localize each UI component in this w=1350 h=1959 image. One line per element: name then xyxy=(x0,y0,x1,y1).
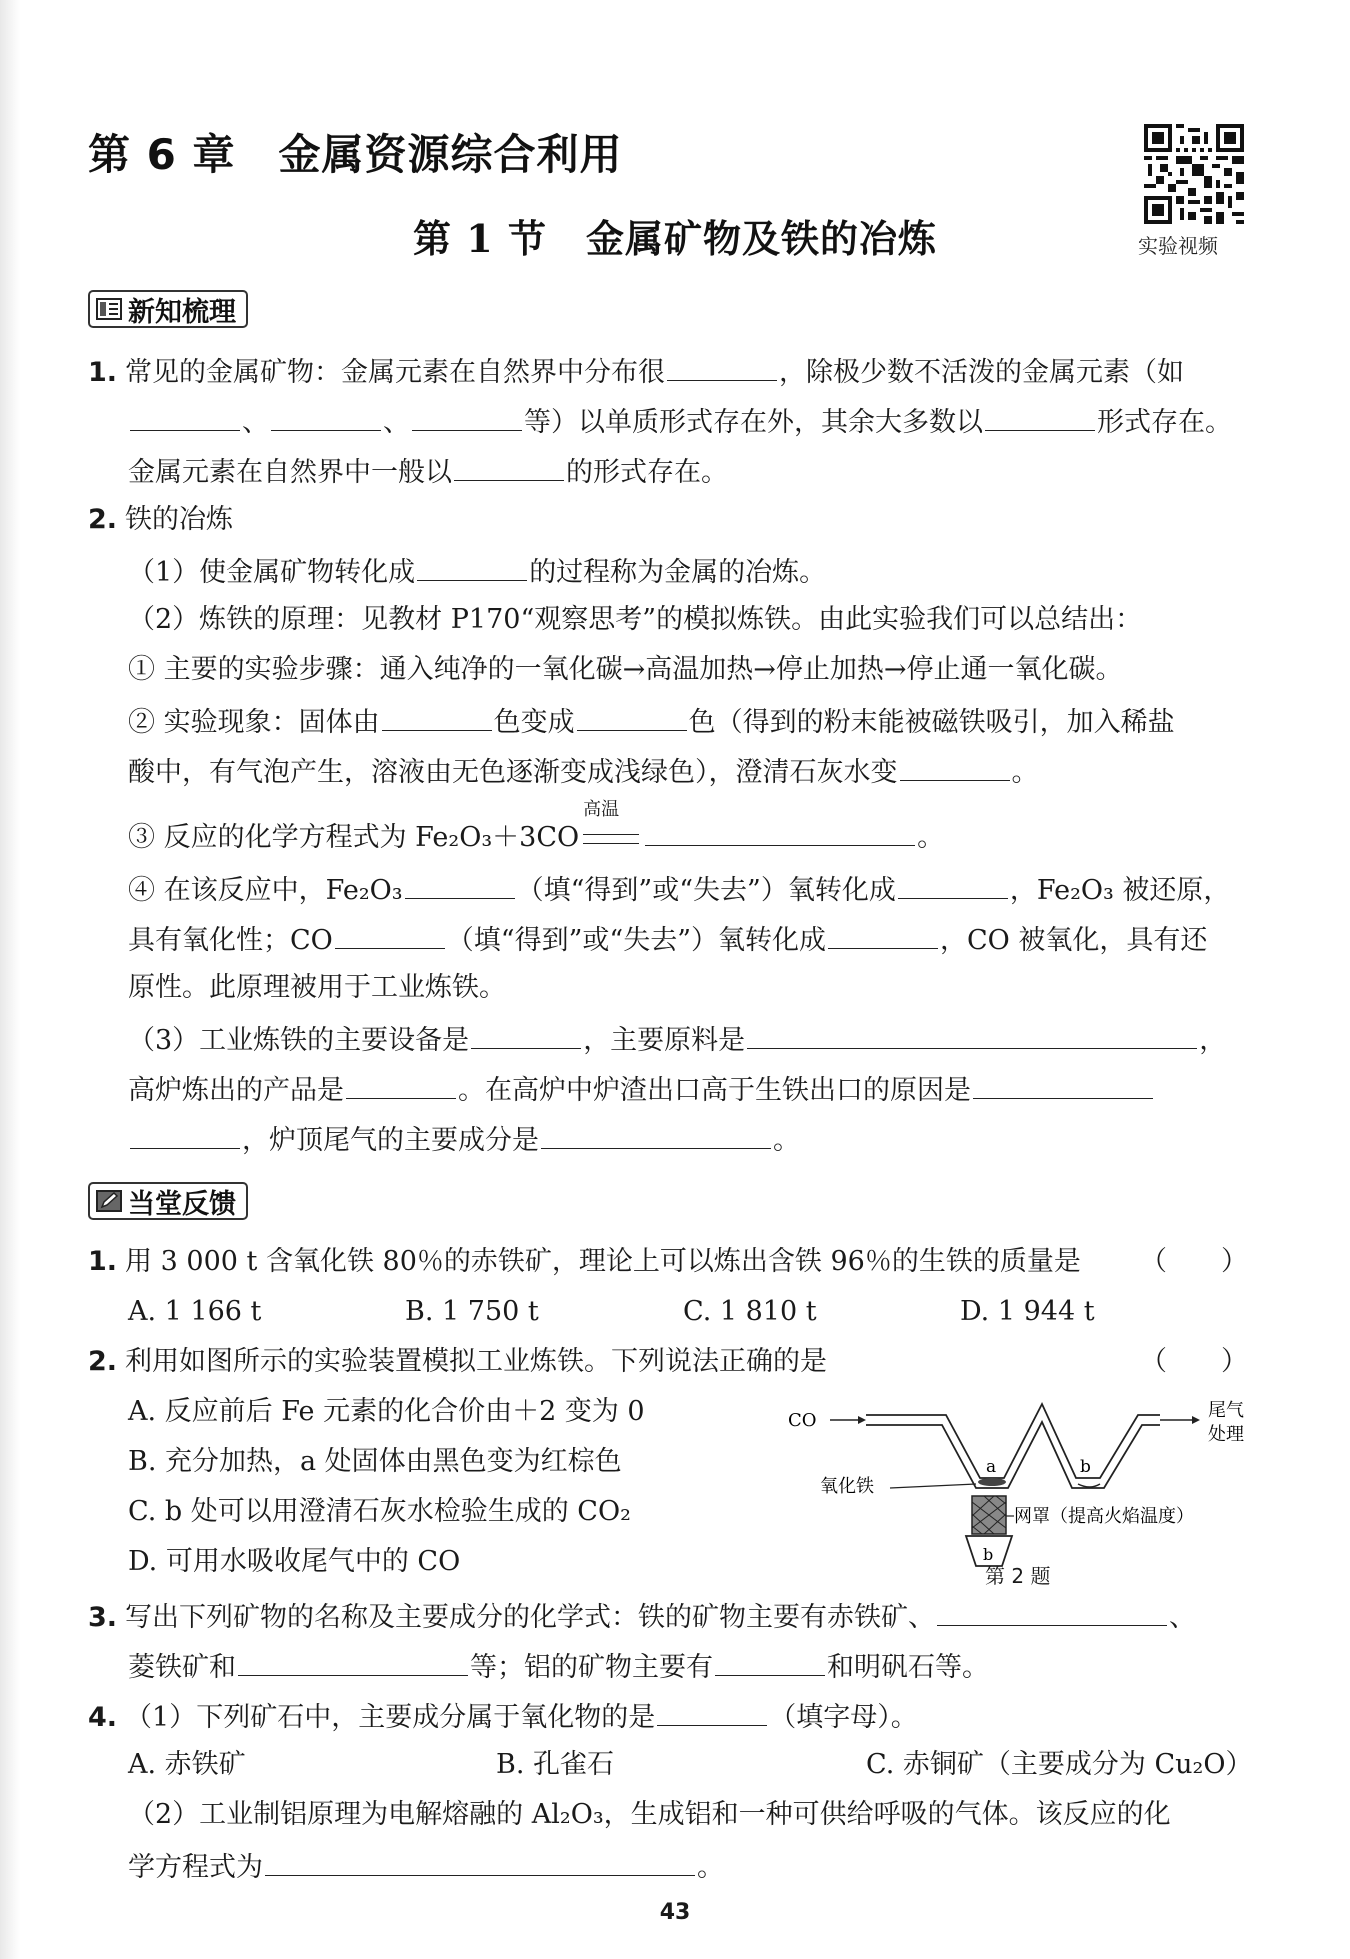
text: 用 3 000 t 含氧化铁 80％的赤铁矿，理论上可以炼出含铁 96％的生铁的质量是 xyxy=(125,1246,1081,1277)
answer-blank[interactable] xyxy=(900,750,1010,781)
feedback-q2 xyxy=(88,1342,827,1382)
section-tag-label: 当堂反馈 xyxy=(128,1188,236,1220)
knowledge-q2-phenomenon-2 xyxy=(128,750,1039,793)
knowledge-q2-title xyxy=(88,500,233,540)
option-d[interactable]: D. 1 944 t xyxy=(960,1296,1095,1327)
qr-code-icon[interactable] xyxy=(1144,124,1244,224)
text: （填字母）。 xyxy=(769,1702,918,1733)
text: 菱铁矿和 xyxy=(128,1652,236,1683)
text: 色（得到的粉末能被磁铁吸引，加入稀盐 xyxy=(688,707,1175,738)
text: 、 xyxy=(242,407,269,438)
option-d[interactable]: D. 可用水吸收尾气中的 CO xyxy=(128,1546,461,1577)
text: （2）工业制铝原理为电解熔融的 Al₂O₃，生成铝和一种可供给呼吸的气体。该反应的化 xyxy=(128,1799,1171,1830)
text: ，除极少数不活泼的金属元素（如 xyxy=(779,357,1185,388)
text: ，主要原料是 xyxy=(583,1025,746,1056)
reaction-condition xyxy=(579,799,643,858)
page-edge-shadow xyxy=(0,0,20,1959)
answer-blank[interactable] xyxy=(271,400,381,431)
figure-label-co: CO xyxy=(788,1410,817,1431)
text: 等）以单质形式存在外，其余大多数以 xyxy=(524,407,983,438)
answer-blank[interactable] xyxy=(898,868,1008,899)
question-number: 4. xyxy=(88,1702,118,1733)
knowledge-q2-1 xyxy=(128,550,826,593)
option-c[interactable]: C. 1 810 t xyxy=(683,1296,817,1327)
text: 、 xyxy=(1169,1602,1197,1633)
answer-blank[interactable] xyxy=(937,1595,1167,1626)
figure-caption: 第 2 题 xyxy=(985,1564,1051,1588)
text: 的过程称为金属的冶炼。 xyxy=(529,557,827,588)
knowledge-q2-3 xyxy=(128,1018,1226,1061)
text: 具有氧化性；CO xyxy=(128,925,333,956)
text: 的形式存在。 xyxy=(566,457,728,488)
knowledge-q1-line2 xyxy=(128,400,1232,443)
text: 高炉炼出的产品是 xyxy=(128,1075,344,1106)
text: 原性。此原理被用于工业炼铁。 xyxy=(128,972,506,1003)
answer-blank[interactable] xyxy=(405,868,515,899)
knowledge-q2-3-line3 xyxy=(128,1118,800,1161)
answer-blank[interactable] xyxy=(130,400,240,431)
feedback-q3-line2 xyxy=(128,1645,989,1688)
option-b[interactable]: B. 1 750 t xyxy=(405,1296,539,1327)
answer-blank[interactable] xyxy=(828,918,938,949)
figure-label-tail1: 尾气 xyxy=(1208,1400,1244,1421)
knowledge-q2-2 xyxy=(128,600,1142,640)
text: （1）下列矿石中，主要成分属于氧化物的是 xyxy=(125,1702,656,1733)
answer-blank[interactable] xyxy=(471,1018,581,1049)
w-tube-inner xyxy=(866,1422,1160,1488)
text: 酸中，有气泡产生，溶液由无色逐渐变成浅绿色），澄清石灰水变 xyxy=(128,757,898,788)
feedback-q4 xyxy=(88,1695,918,1738)
text: 和明矾石等。 xyxy=(827,1652,989,1683)
oxide-pointer xyxy=(890,1484,976,1488)
answer-blank[interactable] xyxy=(577,700,687,731)
knowledge-q2-redox-3 xyxy=(128,968,506,1008)
answer-blank[interactable] xyxy=(130,1118,240,1149)
knowledge-q2-equation xyxy=(128,799,945,858)
text: 、 xyxy=(383,407,410,438)
text: ，Fe₂O₃ 被还原， xyxy=(1009,875,1231,906)
text: 常见的金属矿物：金属元素在自然界中分布很 xyxy=(125,357,666,388)
text: ， xyxy=(1199,1025,1227,1056)
knowledge-q1-line1 xyxy=(88,350,1184,393)
text: 写出下列矿物的名称及主要成分的化学式：铁的矿物主要有赤铁矿、 xyxy=(125,1602,936,1633)
text: 。 xyxy=(917,822,945,853)
answer-blank[interactable] xyxy=(657,1695,767,1726)
knowledge-q2-steps xyxy=(128,650,1122,690)
inlet-arrow-head xyxy=(858,1416,866,1424)
question-number: 3. xyxy=(88,1602,118,1633)
text: ① 主要的实验步骤：通入纯净的一氧化碳→高温加热→停止加热→停止通一氧化碳。 xyxy=(128,654,1123,685)
knowledge-q2-redox xyxy=(128,868,1230,911)
figure-label-oxide: 氧化铁 xyxy=(820,1476,874,1497)
answer-blank[interactable] xyxy=(973,1068,1153,1099)
knowledge-q2-3-line2 xyxy=(128,1068,1155,1111)
condition-label: 高温 xyxy=(583,799,620,820)
option-a[interactable]: A. 反应前后 Fe 元素的化合价由＋2 变为 0 xyxy=(128,1396,645,1427)
text: （3）工业炼铁的主要设备是 xyxy=(128,1025,470,1056)
feedback-q3 xyxy=(88,1595,1196,1638)
text: （2）炼铁的原理：见教材 P170“观察思考”的模拟炼铁。由此实验我们可以总结出： xyxy=(128,604,1143,635)
figure-label-mesh: 网罩（提高火焰温度） xyxy=(1014,1506,1194,1527)
answer-parentheses[interactable]: （ ） xyxy=(1140,1346,1248,1377)
answer-blank[interactable] xyxy=(335,918,445,949)
text: ③ 反应的化学方程式为 Fe₂O₃＋3CO xyxy=(128,822,580,853)
qr-caption: 实验视频 xyxy=(1138,234,1218,258)
text: （填“得到”或“失去”）氧转化成 xyxy=(516,875,896,906)
figure-label-b: b xyxy=(1080,1457,1091,1477)
section-title: 第 1 节 金属矿物及铁的冶炼 xyxy=(413,216,937,261)
answer-blank[interactable] xyxy=(747,1018,1197,1049)
option-b[interactable]: B. 孔雀石 xyxy=(496,1749,615,1780)
answer-blank[interactable] xyxy=(265,1845,695,1876)
question-number: 2. xyxy=(88,504,118,535)
answer-blank[interactable] xyxy=(417,550,527,581)
text: 。 xyxy=(773,1125,800,1156)
text: ，炉顶尾气的主要成分是 xyxy=(242,1125,539,1156)
answer-blank[interactable] xyxy=(238,1645,468,1676)
chapter-title: 第 6 章 金属资源综合利用 xyxy=(88,130,623,179)
knowledge-q1-line3 xyxy=(128,450,728,493)
text: （1）使金属矿物转化成 xyxy=(128,557,416,588)
limewater-b xyxy=(1078,1484,1100,1487)
text: （填“得到”或“失去”）氧转化成 xyxy=(446,925,827,956)
answer-blank[interactable] xyxy=(346,1068,456,1099)
knowledge-q2-redox-2 xyxy=(128,918,1207,961)
text: 等；铝的矿物主要有 xyxy=(470,1652,713,1683)
section-tag-feedback xyxy=(88,1182,248,1220)
feedback-q4-2-line2 xyxy=(128,1845,724,1888)
option-a[interactable]: A. 赤铁矿 xyxy=(128,1749,246,1780)
text: 利用如图所示的实验装置模拟工业炼铁。下列说法正确的是 xyxy=(125,1346,828,1377)
page-number: 43 xyxy=(659,1900,691,1925)
outlet-arrow-head xyxy=(1192,1416,1200,1424)
pencil-icon xyxy=(96,1189,122,1213)
section-tag-label: 新知梳理 xyxy=(128,296,236,328)
section-tag-new-knowledge xyxy=(88,290,248,328)
text: 。 xyxy=(697,1852,724,1883)
answer-blank[interactable] xyxy=(715,1645,825,1676)
feedback-q4-2 xyxy=(128,1795,1171,1835)
answer-blank[interactable] xyxy=(454,450,564,481)
iron-oxide-sample xyxy=(978,1478,1006,1486)
question-number: 1. xyxy=(88,1246,118,1277)
book-icon xyxy=(96,297,122,321)
text: 铁的冶炼 xyxy=(125,504,234,535)
text: ② 实验现象：固体由 xyxy=(128,707,380,738)
text: 学方程式为 xyxy=(128,1852,263,1883)
answer-blank[interactable] xyxy=(541,1118,771,1149)
text: ，CO 被氧化，具有还 xyxy=(940,925,1208,956)
lamp-letter: b xyxy=(983,1545,994,1564)
option-a[interactable]: A. 1 166 t xyxy=(128,1296,262,1327)
text: ④ 在该反应中，Fe₂O₃ xyxy=(128,875,403,906)
equals-sign xyxy=(583,834,639,844)
option-c[interactable]: C. 赤铜矿（主要成分为 Cu₂O） xyxy=(866,1749,1253,1780)
answer-blank[interactable] xyxy=(985,400,1095,431)
option-b[interactable]: B. 充分加热，a 处固体由黑色变为红棕色 xyxy=(128,1446,622,1477)
question-number: 2. xyxy=(88,1346,118,1377)
text: 。在高炉中炉渣出口高于生铁出口的原因是 xyxy=(458,1075,971,1106)
answer-blank[interactable] xyxy=(667,350,777,381)
answer-blank[interactable] xyxy=(382,700,492,731)
knowledge-q2-phenomenon xyxy=(128,700,1175,743)
figure-label-a: a xyxy=(986,1457,997,1477)
answer-parentheses[interactable]: （ ） xyxy=(1140,1246,1248,1277)
text: 。 xyxy=(1011,757,1039,788)
question-number: 1. xyxy=(88,357,118,388)
answer-blank[interactable] xyxy=(412,400,522,431)
figure-label-tail2: 处理 xyxy=(1208,1424,1244,1445)
text: 色变成 xyxy=(493,707,575,738)
option-c[interactable]: C. b 处可以用澄清石灰水检验生成的 CO₂ xyxy=(128,1496,631,1527)
text: 形式存在。 xyxy=(1097,407,1232,438)
text: 金属元素在自然界中一般以 xyxy=(128,457,452,488)
feedback-q1 xyxy=(88,1242,1081,1282)
answer-blank[interactable] xyxy=(645,815,915,846)
